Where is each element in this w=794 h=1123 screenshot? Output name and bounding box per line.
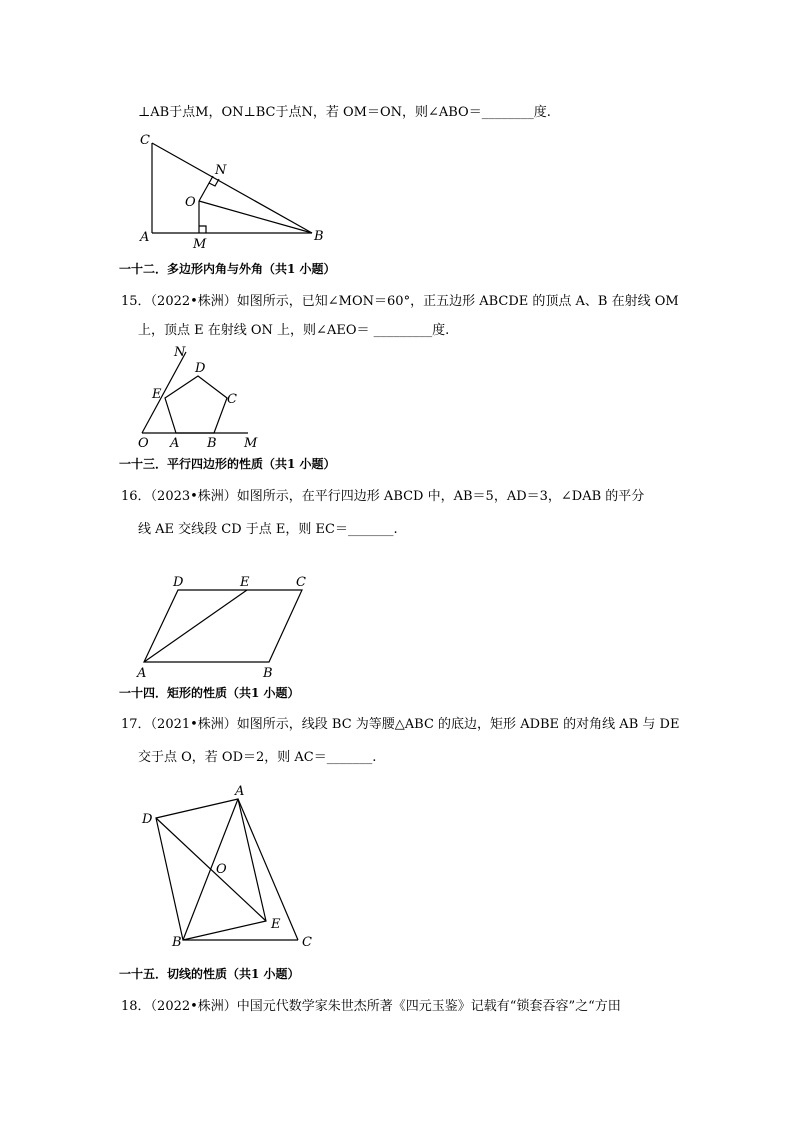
section-13-heading: 一十三．平行四边形的性质（共1 小题）: [119, 457, 336, 471]
problem-15-text-line1: 15．（2022•株洲）如图所示，已知∠MON＝60°，正五边形 ABCDE 的顶点 A、B 在射线 OM: [121, 294, 679, 309]
label-O: O: [185, 195, 196, 210]
label-C: C: [296, 575, 306, 590]
label-E: E: [240, 575, 250, 590]
label-M: M: [244, 436, 258, 451]
segment-AC: [238, 799, 298, 940]
label-D: D: [195, 361, 206, 376]
label-O: O: [216, 862, 227, 877]
problem-17-text-line2: 交于点 O，若 OD＝2，则 AC＝_______.: [138, 750, 377, 765]
label-B: B: [314, 229, 324, 244]
problem-14-text: ⊥AB于点M，ON⊥BC于点N，若 OM＝ON，则∠ABO＝________度.: [138, 105, 551, 120]
problem-17-text-line1: 17．（2021•株洲）如图所示，线段 BC 为等腰△ABC 的底边，矩形 ADBE 的对角线 AB 与 DE: [121, 717, 680, 732]
problem-15-text-line2: 上，顶点 E 在射线 ON 上，则∠AEO＝ _________度.: [138, 323, 450, 338]
label-C: C: [302, 935, 312, 950]
label-C: C: [227, 392, 237, 407]
label-E: E: [152, 387, 162, 402]
section-14-heading: 一十四．矩形的性质（共1 小题）: [119, 686, 300, 700]
label-A: A: [140, 230, 150, 245]
section-12-heading: 一十二．多边形内角与外角（共1 小题）: [119, 262, 336, 276]
diagonal-DE: [156, 818, 266, 921]
problem-16-text-line1: 16．（2023•株洲）如图所示，在平行四边形 ABCD 中，AB＝5，AD＝3，∠DAB 的平分: [121, 489, 645, 504]
label-A: A: [235, 784, 245, 799]
label-M: M: [193, 237, 207, 252]
label-N: N: [215, 163, 227, 178]
label-B: B: [263, 666, 273, 681]
label-A: A: [170, 436, 180, 451]
label-A: A: [137, 666, 147, 681]
problem-16-text-line2: 线 AE 交线段 CD 于点 E，则 EC＝_______.: [138, 522, 398, 537]
label-E: E: [271, 917, 281, 932]
label-D: D: [173, 575, 184, 590]
label-B: B: [207, 436, 217, 451]
label-N: N: [174, 345, 186, 360]
label-D: D: [142, 812, 153, 827]
problem-18-text-line1: 18．（2022•株洲）中国元代数学家朱世杰所著《四元玉鉴》记载有“锁套吞容”之“方田: [121, 999, 621, 1014]
label-B: B: [172, 935, 182, 950]
section-15-heading: 一十五．切线的性质（共1 小题）: [119, 967, 300, 981]
label-O: O: [138, 436, 149, 451]
label-C: C: [140, 133, 150, 148]
